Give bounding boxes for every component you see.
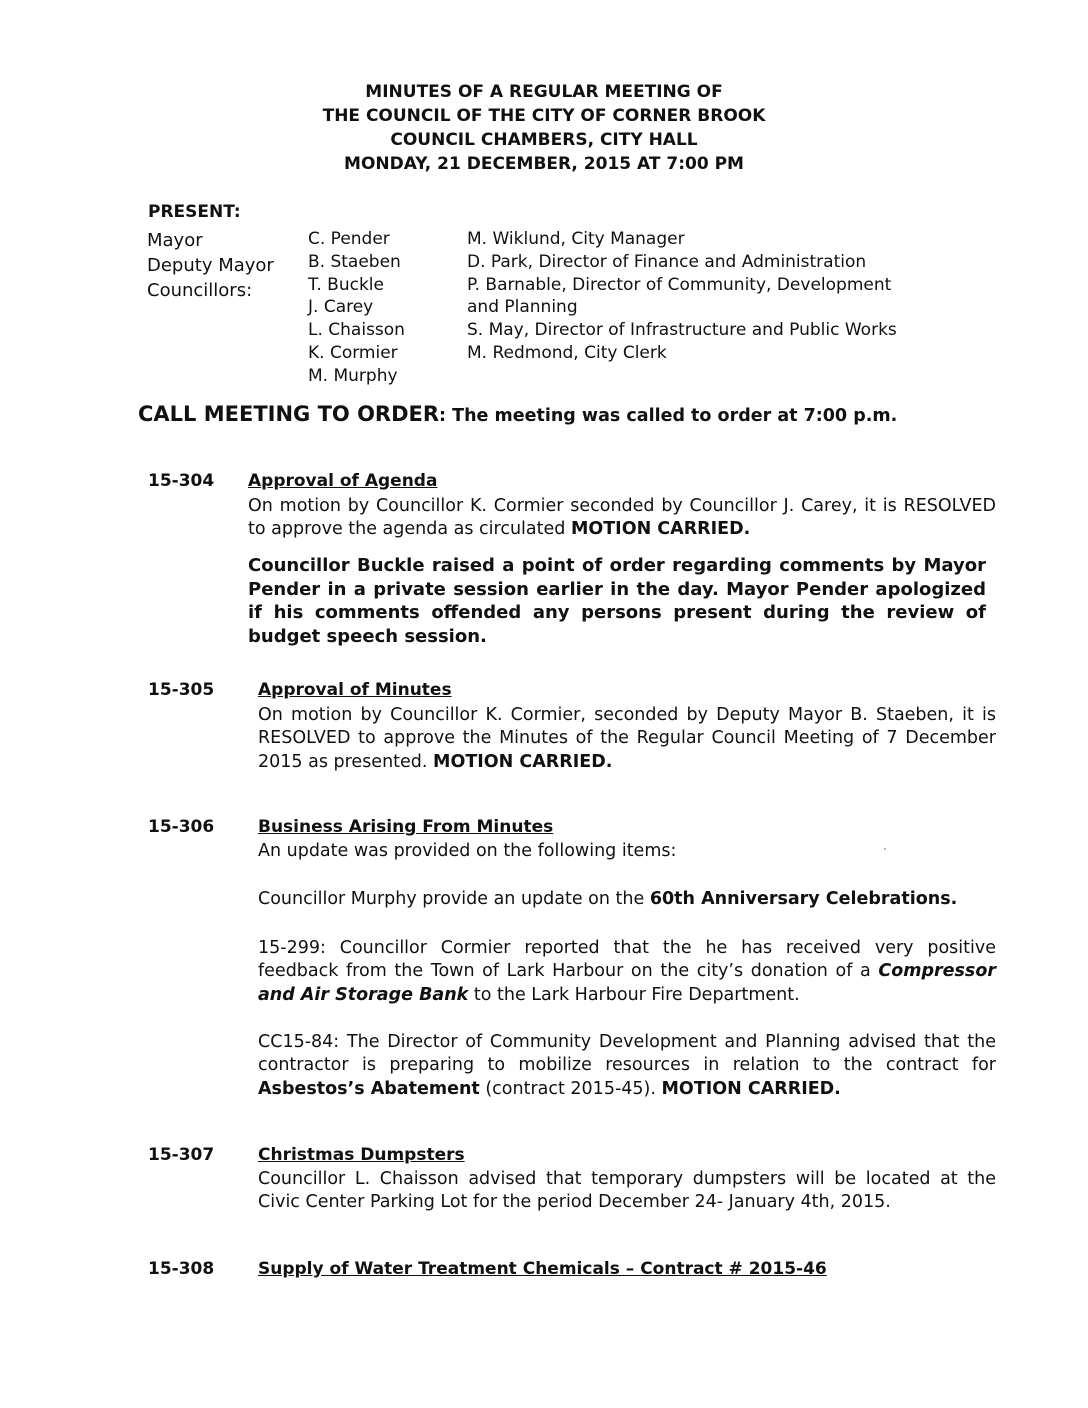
- scan-speck: [884, 848, 886, 850]
- item-paragraph: [248, 495, 996, 542]
- emphasis-text: Asbestos’s Abatement: [258, 1078, 480, 1099]
- item-number: 15-307: [148, 1145, 215, 1165]
- motion-status: MOTION CARRIED.: [661, 1078, 841, 1099]
- paragraph-text: 15-299: Councillor Cormier reported that the he has received very positive feedback from the Town of Lark Harbour on the city’s donation of a: [258, 938, 996, 982]
- member-name: T. Buckle: [308, 274, 384, 295]
- paragraph-text: On motion by Councillor K. Cormier seconded by Councillor J. Carey, it is RESOLVED to approve the agenda as circulated: [248, 496, 996, 540]
- present-members: [308, 228, 405, 388]
- call-to-order-text: : The meeting was called to order at 7:00 p.m.: [439, 406, 898, 426]
- member-name: B. Staeben: [308, 251, 401, 272]
- item-heading: Approval of Agenda: [248, 471, 438, 491]
- call-to-order-label: CALL MEETING TO ORDER: [138, 402, 440, 426]
- item-paragraph: Councillor L. Chaisson advised that temporary dumpsters will be located at the Civic Center Parking Lot for the period December 24- January 4th, 2015.: [258, 1169, 996, 1213]
- item-number: 15-308: [148, 1259, 215, 1279]
- item-paragraph: [258, 704, 996, 774]
- item-paragraph: [258, 1031, 996, 1101]
- item-number: 15-305: [148, 680, 215, 700]
- title-line-4: MONDAY, 21 DECEMBER, 2015 AT 7:00 PM: [344, 154, 744, 174]
- item-heading: Business Arising From Minutes: [258, 817, 554, 837]
- staff-line: S. May, Director of Infrastructure and Public Works: [467, 320, 897, 341]
- present-roles: [147, 228, 274, 303]
- paragraph-text: (contract 2015-45).: [479, 1078, 662, 1099]
- item-number: 15-306: [148, 817, 215, 837]
- motion-status: MOTION CARRIED.: [570, 519, 751, 540]
- emphasis-text: Compressor and Air Storage Bank: [258, 961, 996, 1005]
- item-paragraph: [258, 888, 996, 911]
- item-heading: Christmas Dumpsters: [258, 1145, 465, 1165]
- paragraph-text: On motion by Councillor K. Cormier, seconded by Deputy Mayor B. Staeben, it is RESOLVED to approve the Minutes of the Regular Council Meeting of 7 December 2015 as presented.: [258, 705, 996, 772]
- member-name: C. Pender: [308, 229, 390, 249]
- staff-line: D. Park, Director of Finance and Administration: [467, 251, 867, 272]
- emphasis-text: 60th Anniversary Celebrations.: [649, 889, 958, 909]
- member-name: K. Cormier: [308, 342, 398, 363]
- member-name: J. Carey: [308, 297, 374, 318]
- item-paragraph: An update was provided on the following items:: [258, 841, 677, 861]
- paragraph-text: CC15-84: The Director of Community Development and Planning advised that the contractor is preparing to mobilize resources in relation to the contract for: [258, 1032, 996, 1076]
- present-staff: [467, 228, 897, 365]
- title-line-1: MINUTES OF A REGULAR MEETING OF: [365, 82, 723, 102]
- motion-status: MOTION CARRIED.: [433, 751, 613, 772]
- title-line-3: COUNCIL CHAMBERS, CITY HALL: [390, 130, 698, 150]
- member-name: M. Murphy: [308, 365, 398, 386]
- item-paragraph: Councillor Buckle raised a point of order regarding comments by Mayor Pender in a private session earlier in the day. Mayor Pender apologized if his comments offended any persons present during the review of budget speech session.: [248, 555, 986, 647]
- role-deputy-mayor: Deputy Mayor: [147, 255, 274, 276]
- item-number: 15-304: [148, 471, 215, 491]
- staff-line: P. Barnable, Director of Community, Development: [467, 274, 892, 295]
- staff-line: M. Wiklund, City Manager: [467, 229, 685, 249]
- staff-line: and Planning: [467, 297, 578, 318]
- paragraph-text: Councillor Murphy provide an update on the: [258, 889, 650, 909]
- member-name: L. Chaisson: [308, 320, 405, 341]
- title-line-2: THE COUNCIL OF THE CITY OF CORNER BROOK: [322, 106, 766, 126]
- item-paragraph: [258, 937, 996, 1007]
- item-heading: Supply of Water Treatment Chemicals – Contract # 2015-46: [258, 1259, 827, 1279]
- document-title: [0, 80, 1088, 176]
- paragraph-text: to the Lark Harbour Fire Department.: [468, 984, 800, 1005]
- role-councillors: Councillors:: [147, 280, 253, 301]
- present-heading: PRESENT:: [148, 202, 241, 222]
- item-heading: Approval of Minutes: [258, 680, 452, 700]
- staff-line: M. Redmond, City Clerk: [467, 342, 667, 363]
- call-to-order: [138, 402, 897, 426]
- role-mayor: Mayor: [147, 230, 203, 251]
